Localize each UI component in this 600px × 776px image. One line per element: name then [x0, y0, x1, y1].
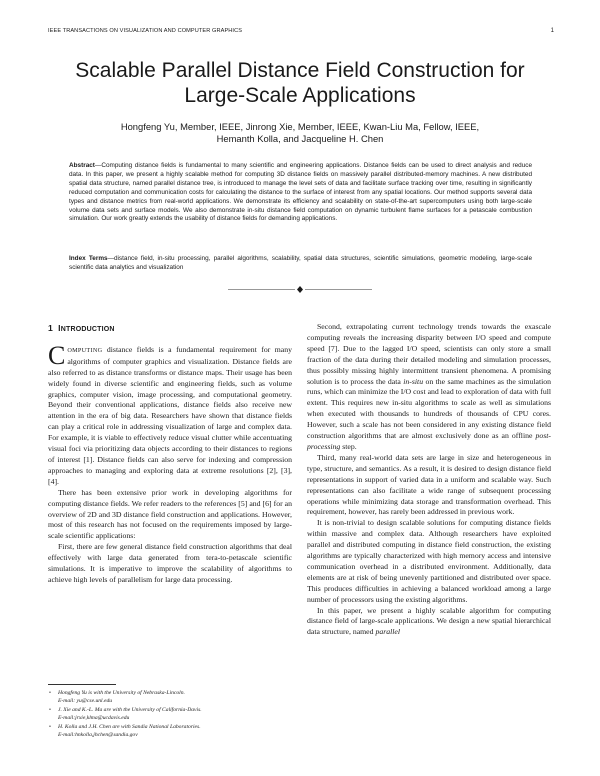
section-divider: [228, 285, 372, 294]
bullet-icon: •: [49, 707, 51, 713]
author-list: [60, 121, 540, 145]
abstract-text: —Computing distance fields is fundamental to many scientific and engineering applications. Distance fields can be used to direct analysis and reduce data. In this paper, we present a highly scalable method for computing 3D distance fields on massively parallel distributed-memory machines. A new distributed spatial data structure, named parallel distance tree, is introduced to manage the level sets of data and facilitate surface tracking over time, resulting in significantly reduced computation and communication costs for calculating the distance to the surface of interest from any spatial locations. Our method supports several data types and distance metrics from real-world applications. We demonstrate its efficiency and scalability on state-of-the-art supercomputers using both large-scale volume data sets and surface models. We also demonstrate in-situ distance field computation on dynamic turbulent flame surfaces for a petascale combustion simulation. Our work greatly extends the usability of distance fields for demanding applications.: [69, 162, 532, 223]
index-terms-label: Index Terms: [69, 255, 108, 262]
drop-cap: C: [48, 340, 66, 370]
footnote: [48, 707, 292, 722]
footnote-email: E-mail:jrxie,klma@ucdavis.edu: [58, 714, 130, 721]
divider-diamond-icon: [297, 286, 303, 293]
paragraph-text: In this paper, we present a highly scalable algorithm for computing distance field of large-scale applications. We design a new spatial hierarchical data structure, named: [307, 605, 551, 637]
footnote-rule: [48, 684, 116, 685]
authors-line-1: Hongfeng Yu, Member, IEEE, Jinrong Xie, Member, IEEE, Kwan-Liu Ma, Fellow, IEEE,: [120, 121, 480, 132]
title-line-2: Large-Scale Applications: [184, 84, 416, 107]
index-terms: [69, 255, 532, 273]
footnote-line: H. Kolla and J.H. Chen are with Sandia National Laboratories.: [58, 724, 201, 730]
footnote-line: J. Xie and K.-L. Ma are with the University of California-Davis.: [58, 707, 202, 713]
right-column: [307, 322, 551, 638]
bullet-icon: •: [49, 724, 51, 730]
left-column: [48, 323, 292, 586]
paragraph: [307, 322, 551, 453]
section-title-initial: I: [58, 323, 61, 333]
footnotes: [48, 690, 292, 741]
paragraph: It is non-trivial to design scalable solutions for computing distance fields within massive and complex data. Although researchers have exploited parallel and distributed computing in distance field construction, the existing algorithms are typically characterized with high memory access and intensive communication overhead in a distributed environment. Additionally, data elements are at risk of being unevenly partitioned and distributed over space. This produces difficulties in achieving a balanced workload among a large number of processors using the existing algorithms.: [307, 518, 551, 604]
footnote: [48, 724, 292, 739]
footnote-email: E-mail: yu@cse.unl.edu: [58, 697, 113, 704]
emphasis: in-situ: [403, 376, 424, 386]
paragraph: Third, many real-world data sets are large in size and heterogeneous in type, structure, and semantics. As a result, it is desired to design distance field representations in support of varied data in a uniform and scalable way. Such representations can also facilitate a wide range of subsequent processing operations while minimizing data storage and transformation overhead. This requirement, however, has rarely been addressed in previous work.: [307, 452, 551, 517]
index-terms-text: —distance field, in-situ processing, parallel algorithms, scalability, spatial data structures, scientific simulations, geometric modeling, large-scale scientific data analytics and visualization: [69, 255, 532, 271]
section-heading: [48, 323, 292, 336]
paper-title: [40, 58, 560, 108]
paragraph: There has been extensive prior work in developing algorithms for computing distance fields. We refer readers to the references [5] and [6] for an overview of 2D and 3D distance field construction and applications. However, most of this research has not focused on the requirements imposed by large-scale scientific applications:: [48, 487, 292, 541]
footnote-email: E-mail:hnkolla,jhchen@sandia.gov: [58, 731, 138, 738]
abstract-label: Abstract: [69, 162, 95, 169]
emphasis: post-processing: [307, 431, 551, 451]
emphasis: parallel: [375, 627, 400, 637]
running-header: IEEE TRANSACTIONS ON VISUALIZATION AND COMPUTER GRAPHICS: [48, 28, 243, 34]
authors-line-2: Hemanth Kolla, and Jacqueline H. Chen: [216, 133, 384, 144]
footnote-line: Hongfeng Yu is with the University of Nebraska-Lincoln.: [58, 690, 185, 696]
paragraph-text: step.: [340, 441, 357, 451]
paragraph-text: Second, extrapolating current technology trends towards the exascale computing reveals the increasing disparity between I/O speed and compute speed [7]. Due to the lagged I/O speed, scientists can only store a small fraction of the data during their detailed modeling and simulation processes, thus possibly missing highly intermittent transient phenomena. A promising solution is to process the data: [307, 322, 551, 386]
paragraph: [48, 340, 292, 488]
paragraph-text: on the same machines as the simulation runs, which can minimize the I/O cost and lead to exploration of data with full extent. This requires new in-situ algorithms to scale as well as simulations when executed with thousands to hundreds of thousands of CPU cores. However, such a scale has not been considered in any existing distance field construction algorithms that are almost exclusively done as an offline: [307, 376, 552, 441]
page-number: 1: [550, 28, 554, 34]
title-line-1: Scalable Parallel Distance Field Construction for: [75, 59, 525, 82]
paragraph: First, there are few general distance field construction algorithms that deal effectively with large data generated from tera-to-petascale scientific simulations. It is imperative to improve the scalability of algorithms to achieve high levels of parallelism for large data processing.: [48, 542, 292, 584]
abstract: [69, 162, 532, 224]
paragraph: [307, 606, 551, 639]
section-title-rest: NTRODUCTION: [60, 326, 115, 333]
paragraph-text: distance fields is a fundamental requirement for many algorithms of computer graphics and visualization. Distance fields are also referred to as distance transforms or distance maps. Their usage has been widely found in diverse scientific and engineering fields, such as volume graphics, computer vision, image processing, and computational geometry. Beyond their conventional applications, distance fields also receive new attention in the era of big data. Researchers have shown that distance fields can play a critical role in addressing visualization of large and complex data. For example, it is viable to effectively reduce visual clutter while accentuating visual foci via prioritizing data objects according to their distances to regions of interest [1]. Distance fields can also serve for indexing and compression approaches to managing and exploring data at extreme resolutions [2], [3], [4].: [48, 344, 292, 486]
section-number: 1: [48, 323, 53, 333]
bullet-icon: •: [49, 690, 51, 696]
footnote: [48, 690, 292, 705]
lead-in-smallcaps: OMPUTING: [67, 346, 103, 354]
